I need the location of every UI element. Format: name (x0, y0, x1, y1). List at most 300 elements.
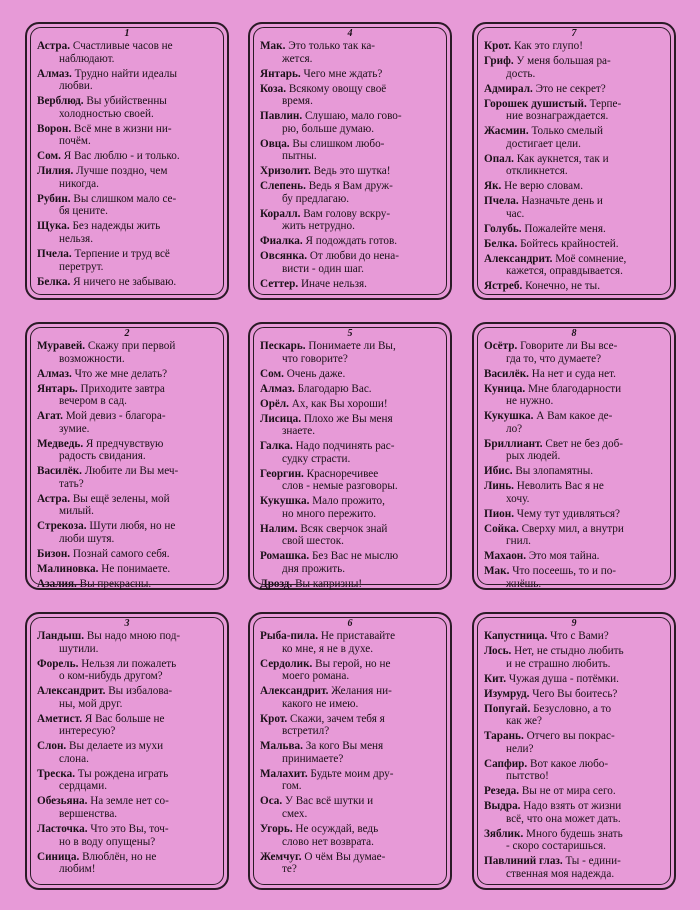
entry-text: Что это Вы, точ- (90, 823, 169, 836)
entry-text: Ты - едини- (565, 855, 621, 868)
entry-text: Что с Вами? (550, 630, 609, 642)
entry-text: Вы убийственны (86, 95, 167, 108)
entry-text: Мой девиз - благора- (65, 410, 166, 423)
entry-name: Щука. (37, 220, 70, 233)
entry-name: Георгин. (260, 467, 304, 480)
card-entry (484, 125, 664, 150)
entry-text: Я предчувствую (85, 437, 164, 450)
card-entry (260, 658, 440, 683)
entry-text-continuation: те? (282, 863, 297, 876)
entry-text: Только смелый (531, 125, 603, 138)
entry-name: Орёл. (260, 397, 289, 410)
entry-text-continuation: нели? (506, 742, 534, 755)
entry-text: Это только так ка- (288, 40, 376, 52)
entry-name: Опал. (484, 152, 514, 165)
entry-text: За кого Вы меня (305, 740, 384, 753)
entry-text: Чего Вы боитесь? (532, 687, 618, 700)
entry-name: Пчела. (484, 195, 519, 208)
entry-name: Ландыш. (37, 630, 85, 642)
entry-text: Нет, не стыдно любить (514, 644, 624, 657)
entry-text: Пожалейте меня. (524, 222, 606, 235)
card-entry (260, 165, 440, 178)
entry-text: Желания ни- (331, 685, 392, 698)
entry-name: Пескарь. (260, 340, 306, 352)
entry-name: Фиалка. (260, 235, 303, 248)
entry-name: Бизон. (37, 548, 71, 561)
card-number: 5 (347, 328, 353, 339)
card-entry (37, 40, 217, 65)
entry-name: Ястреб. (484, 280, 523, 293)
entry-name: Аметист. (37, 712, 83, 725)
entry-name: Гриф. (484, 54, 514, 67)
entry-name: Ибис. (484, 465, 513, 478)
card-entry (484, 383, 664, 408)
card-entry (260, 468, 440, 493)
entry-name: Кукушка. (484, 410, 534, 423)
entry-name: Слепень. (260, 180, 306, 193)
entry-text-continuation: как же? (506, 715, 542, 728)
card-number: 3 (124, 618, 130, 629)
entry-text: Отчего вы покрас- (526, 730, 615, 743)
entry-text: Вы надо мною под- (86, 630, 181, 642)
entry-text: Как это глупо! (514, 40, 583, 52)
entry-name: Лилия. (37, 165, 74, 178)
card-entry (37, 795, 217, 820)
entry-name: Пчела. (37, 248, 72, 261)
entry-text-continuation: но много пережито. (282, 507, 377, 520)
entry-text: Бойтесь крайностей. (520, 237, 619, 250)
entry-name: Бриллиант. (484, 437, 543, 450)
card-number: 6 (347, 618, 353, 629)
card-entry (260, 795, 440, 820)
entry-text: Вот какое любо- (529, 757, 609, 770)
entry-text-continuation: тать? (59, 477, 84, 490)
card-entry (484, 688, 664, 701)
entry-text-continuation: принимаете? (282, 752, 344, 765)
entry-name: Пион. (484, 507, 514, 520)
card-number: 1 (124, 28, 130, 39)
entry-name: Белка. (484, 237, 518, 250)
entry-name: Овца. (260, 137, 290, 150)
entry-text: Свет не без доб- (545, 437, 624, 450)
card-entry (484, 368, 664, 381)
entry-text: Вы капризны! (295, 578, 363, 590)
entry-text: Ведь я Вам друж- (308, 180, 393, 193)
entry-name: Малахит. (260, 767, 308, 780)
entry-text: Это моя тайна. (528, 550, 600, 563)
entry-text: Вы не от мира сего. (521, 785, 616, 798)
card-5 (248, 322, 452, 590)
entry-text-continuation: зумие. (59, 422, 90, 435)
entry-text: Не понимаете. (101, 563, 171, 576)
card-entry (260, 383, 440, 396)
entry-name: Мальва. (260, 740, 303, 753)
entry-name: Зяблик. (484, 827, 524, 840)
entry-text-continuation: сердцами. (59, 780, 108, 793)
card-entry (37, 165, 217, 190)
card-9 (472, 612, 676, 890)
entry-text-continuation: почём. (59, 135, 91, 148)
entry-name: Голубь. (484, 222, 522, 235)
card-number: 4 (347, 28, 353, 39)
entry-text-continuation: милый. (59, 505, 94, 518)
entry-text: Без Вас не мыслю (311, 550, 399, 563)
entry-text: Счастливые часов не (72, 40, 173, 52)
card-entry (37, 123, 217, 148)
entry-text-continuation: встретил? (282, 725, 330, 738)
card-number: 8 (571, 328, 577, 339)
entry-text: Слушаю, мало гово- (304, 110, 402, 123)
entry-name: Горошек душистый. (484, 97, 587, 110)
entry-text: Всякому овощу своё (288, 82, 387, 95)
card-entry (37, 823, 217, 848)
entry-text: Мало прожито, (312, 495, 385, 508)
entry-name: Сапфир. (484, 757, 528, 770)
card-entry (37, 493, 217, 518)
card-entry (37, 383, 217, 408)
entry-text: Лучше поздно, чем (76, 165, 168, 178)
entry-text-continuation: всё, что она может дать. (506, 812, 621, 825)
entry-name: Махаон. (484, 550, 527, 563)
entry-text: Вы злопамятны. (515, 465, 594, 478)
card-entry (37, 220, 217, 245)
entry-name: Лисица. (260, 412, 302, 425)
entry-text-continuation: перетрут. (59, 260, 104, 273)
entry-name: Крот. (260, 712, 288, 725)
card-entry (37, 68, 217, 93)
entry-name: Галка. (260, 440, 293, 453)
entry-text: Неволить Вас я не (516, 480, 604, 493)
card-entry (260, 398, 440, 411)
entry-text: Любите ли Вы меч- (84, 465, 179, 478)
card-entry (484, 523, 664, 548)
entry-text-continuation: рых людей. (506, 450, 561, 463)
card-entry (260, 495, 440, 520)
card-entry (37, 465, 217, 490)
entry-text: Вы слишком любо- (292, 137, 385, 150)
entry-text-continuation: рю, больше думаю. (282, 122, 375, 135)
entry-text-continuation: слово нет возврата. (282, 835, 374, 848)
entry-name: Стрекоза. (37, 520, 87, 533)
entry-name: Янтарь. (260, 67, 301, 80)
entry-text: Я ничего не забываю. (73, 275, 177, 288)
entry-text-continuation: бя цените. (59, 205, 108, 218)
card-number: 7 (571, 28, 577, 39)
entry-text: Трудно найти идеалы (74, 67, 177, 80)
entry-name: Коза. (260, 82, 287, 95)
entry-name: Куница. (484, 382, 526, 395)
entry-name: Александрит. (484, 252, 553, 265)
card-entry (260, 208, 440, 233)
entry-name: Муравей. (37, 340, 86, 352)
entry-text-continuation: люби шутя. (59, 533, 115, 546)
card-entry (484, 703, 664, 728)
entry-text: Красноречивее (306, 467, 379, 480)
card-entry (484, 565, 664, 590)
entry-name: Рубин. (37, 192, 71, 205)
entry-text: Ты рождена играть (77, 767, 169, 780)
entry-text: Терпе- (589, 97, 622, 110)
entry-name: Жасмин. (484, 125, 529, 138)
entry-name: Треска. (37, 767, 75, 780)
entry-text: Всяк сверчок знай (300, 522, 388, 535)
entry-text: От любви до нена- (309, 250, 399, 263)
card-entry (260, 340, 440, 365)
entry-text: Чему тут удивляться? (516, 507, 621, 520)
entry-text-continuation: ло? (506, 422, 523, 435)
card-entry (260, 180, 440, 205)
card-6 (248, 612, 452, 890)
card-4 (248, 22, 452, 300)
entry-name: Александрит. (260, 685, 329, 698)
entry-text: Скажи, зачем тебя я (290, 712, 385, 725)
card-entry (484, 550, 664, 563)
card-entry (484, 758, 664, 783)
entry-name: Верблюд. (37, 95, 84, 108)
entry-text: У меня большая ра- (516, 54, 611, 67)
card-entry (260, 740, 440, 765)
entry-text: Не верю словам. (504, 180, 584, 193)
entry-name: Алмаз. (37, 367, 72, 380)
entry-name: Малиновка. (37, 563, 99, 576)
entry-name: Кит. (484, 672, 507, 685)
entry-name: Коралл. (260, 207, 301, 220)
card-entry (484, 340, 664, 365)
card-entry (484, 180, 664, 193)
card-entry (37, 276, 217, 289)
entry-name: Попугай. (484, 702, 531, 715)
entry-name: Белка. (37, 275, 71, 288)
entry-name: Лось. (484, 644, 512, 657)
card-entry (260, 110, 440, 135)
entry-text: Я Вас больше не (84, 712, 165, 725)
card-entry (37, 563, 217, 576)
card-entry (37, 685, 217, 710)
entry-name: Ворон. (37, 122, 72, 135)
entry-text: Шути любя, но не (89, 520, 176, 533)
entry-name: Ласточка. (37, 823, 88, 836)
entry-text: Ведь это шутка! (313, 165, 391, 178)
entry-name: Агат. (37, 410, 63, 423)
entry-text-continuation: гда то, что думаете? (506, 352, 602, 365)
entry-name: Василёк. (37, 465, 82, 478)
entry-text: Вы делаете из мухи (69, 740, 164, 753)
card-entry (484, 673, 664, 686)
entry-text: Я Вас люблю - и только. (63, 150, 180, 163)
card-entry (484, 238, 664, 251)
entry-text-continuation: время. (282, 95, 313, 108)
entry-name: Дрозд. (260, 578, 293, 590)
entry-name: Мак. (260, 40, 286, 52)
entry-text: Вы избалова- (108, 685, 173, 698)
entry-text: Вам голову вскру- (303, 207, 391, 220)
card-entry (260, 40, 440, 65)
entry-text-continuation: что говорите? (282, 352, 348, 365)
entry-text-continuation: хочу. (506, 492, 530, 505)
entry-name: Форель. (37, 657, 79, 670)
card-7 (472, 22, 676, 300)
card-entry (484, 508, 664, 521)
entry-text: Не приставайте (320, 630, 396, 642)
entry-text-continuation: любим! (59, 863, 96, 876)
card-entry (260, 768, 440, 793)
entry-text: Благодарю Вас. (297, 382, 372, 395)
entry-name: Адмирал. (484, 82, 533, 95)
entry-text-continuation: гом. (282, 780, 302, 793)
entry-name: Павлин. (260, 110, 303, 123)
entry-text-continuation: судку страсти. (282, 452, 351, 465)
entry-text: Вы ещё зелены, мой (72, 492, 170, 505)
entry-text-continuation: но в воду опущены? (59, 835, 156, 848)
entry-name: Овсянка. (260, 250, 308, 263)
entry-name: Алмаз. (260, 382, 295, 395)
card-entry (484, 438, 664, 463)
entry-text-continuation: час. (506, 207, 525, 220)
card-entry (260, 413, 440, 438)
card-2 (25, 322, 229, 590)
entry-text-continuation: слов - немые разговоры. (282, 480, 398, 493)
entry-text: Всё мне в жизни ни- (73, 122, 172, 135)
card-entry (260, 851, 440, 876)
entry-name: Слон. (37, 740, 67, 753)
entry-text: Плохо же Вы меня (303, 412, 393, 425)
entry-name: Линь. (484, 480, 514, 493)
entry-text: Назначьте день и (521, 195, 603, 208)
card-entry (260, 823, 440, 848)
entry-name: Сеттер. (260, 278, 299, 290)
entry-text: Мне благодарности (527, 382, 622, 395)
entry-text: Конечно, не ты. (525, 280, 600, 293)
entry-text-continuation: пытство! (506, 770, 549, 783)
entry-text: На нет и суда нет. (531, 367, 616, 380)
entry-text: Приходите завтра (80, 382, 165, 395)
entry-text: Чужая душа - потёмки. (508, 672, 619, 685)
entry-text-continuation: жить нетрудно. (282, 220, 355, 233)
card-entry (260, 713, 440, 738)
entry-text: Скажу при первой (87, 340, 176, 352)
card-entry (484, 153, 664, 178)
entry-text: Вы прекрасны. (79, 578, 152, 590)
card-number: 2 (124, 328, 130, 339)
entry-name: Жемчуг. (260, 850, 302, 863)
entry-name: Угорь. (260, 823, 293, 836)
entry-text-continuation: ственная моя надежда. (506, 868, 615, 880)
card-entry (484, 40, 664, 53)
entry-text-continuation: гнил. (506, 535, 531, 548)
card-entry (260, 578, 440, 591)
card-entry (37, 340, 217, 365)
entry-text-continuation: никогда. (59, 177, 99, 190)
card-entry (37, 548, 217, 561)
card-entry (260, 83, 440, 108)
entry-name: Синица. (37, 850, 80, 863)
entry-text: А Вам какое де- (536, 410, 613, 423)
card-entry (37, 630, 217, 655)
entry-name: Тарань. (484, 730, 524, 743)
card-entry (484, 785, 664, 798)
entry-text: Влюблён, но не (82, 850, 157, 863)
entry-name: Алмаз. (37, 67, 72, 80)
entry-name: Рыба-пила. (260, 630, 319, 642)
entry-text-continuation: висти - один шаг. (282, 263, 364, 276)
entry-text-continuation: ние вознаграждается. (506, 110, 609, 123)
entry-text-continuation: знаете. (282, 425, 315, 438)
entry-text-continuation: интересую? (59, 725, 116, 738)
entry-text: Вы герой, но не (315, 657, 391, 670)
card-entry (484, 98, 664, 123)
entry-text-continuation: жнёшь. (506, 578, 542, 590)
entry-text: Я подождать готов. (305, 235, 398, 248)
entry-text: Очень даже. (286, 367, 346, 380)
entry-name: Кукушка. (260, 495, 310, 508)
entry-name: Капустница. (484, 630, 548, 642)
entry-text: О чём Вы думае- (304, 850, 386, 863)
card-8 (472, 322, 676, 590)
card-entry (37, 851, 217, 876)
entry-text: Нельзя ли пожалеть (81, 657, 177, 670)
entry-name: Як. (484, 180, 502, 193)
entry-text-continuation: вершенства. (59, 808, 118, 821)
card-entry (37, 248, 217, 273)
entry-text-continuation: и не страшно любить. (506, 657, 611, 670)
card-entry (260, 523, 440, 548)
entry-name: Обезьяна. (37, 795, 88, 808)
entry-text: Понимаете ли Вы, (308, 340, 396, 352)
card-entry (484, 465, 664, 478)
entry-text-continuation: ко мне, я не в духе. (282, 642, 374, 655)
card-entry (484, 630, 664, 643)
card-entry (484, 223, 664, 236)
entry-text-continuation: откликнется. (506, 165, 568, 178)
card-entry (484, 645, 664, 670)
entry-text: Надо взять от жизни (523, 800, 622, 813)
card-entry (37, 410, 217, 435)
entry-text-continuation: кажется, оправдывается. (506, 265, 623, 278)
card-entry (37, 713, 217, 738)
entry-name: Сердолик. (260, 657, 313, 670)
card-entry (260, 235, 440, 248)
entry-name: Резеда. (484, 785, 520, 798)
entry-text: Что же мне делать? (74, 367, 168, 380)
entry-text: Будьте моим дру- (310, 767, 394, 780)
entry-name: Медведь. (37, 437, 84, 450)
entry-text: Много будешь знать (526, 827, 623, 840)
entry-text-continuation: свой шесток. (282, 535, 344, 548)
entry-text: Как аукнется, так и (516, 152, 609, 165)
entry-text: Вы слишком мало се- (73, 192, 177, 205)
entry-name: Мак. (484, 565, 510, 578)
card-entry (37, 368, 217, 381)
entry-name: Василёк. (484, 367, 529, 380)
entry-name: Налим. (260, 522, 298, 535)
entry-text-continuation: холодностью своей. (59, 107, 154, 120)
entry-text: Ах, как Вы хороши! (291, 397, 388, 410)
entry-text: Это не секрет? (535, 82, 606, 95)
card-entry (260, 685, 440, 710)
card-entry (260, 250, 440, 275)
entry-text: Терпение и труд всё (74, 248, 170, 261)
card-entry (260, 278, 440, 291)
entry-text-continuation: жется. (282, 52, 313, 65)
entry-name: Сом. (260, 367, 284, 380)
card-entry (260, 440, 440, 465)
entry-text-continuation: дость. (506, 67, 536, 80)
card-entry (484, 280, 664, 293)
entry-text-continuation: радость свидания. (59, 450, 146, 463)
card-entry (484, 55, 664, 80)
card-entry (484, 410, 664, 435)
entry-text-continuation: возможности. (59, 352, 125, 365)
